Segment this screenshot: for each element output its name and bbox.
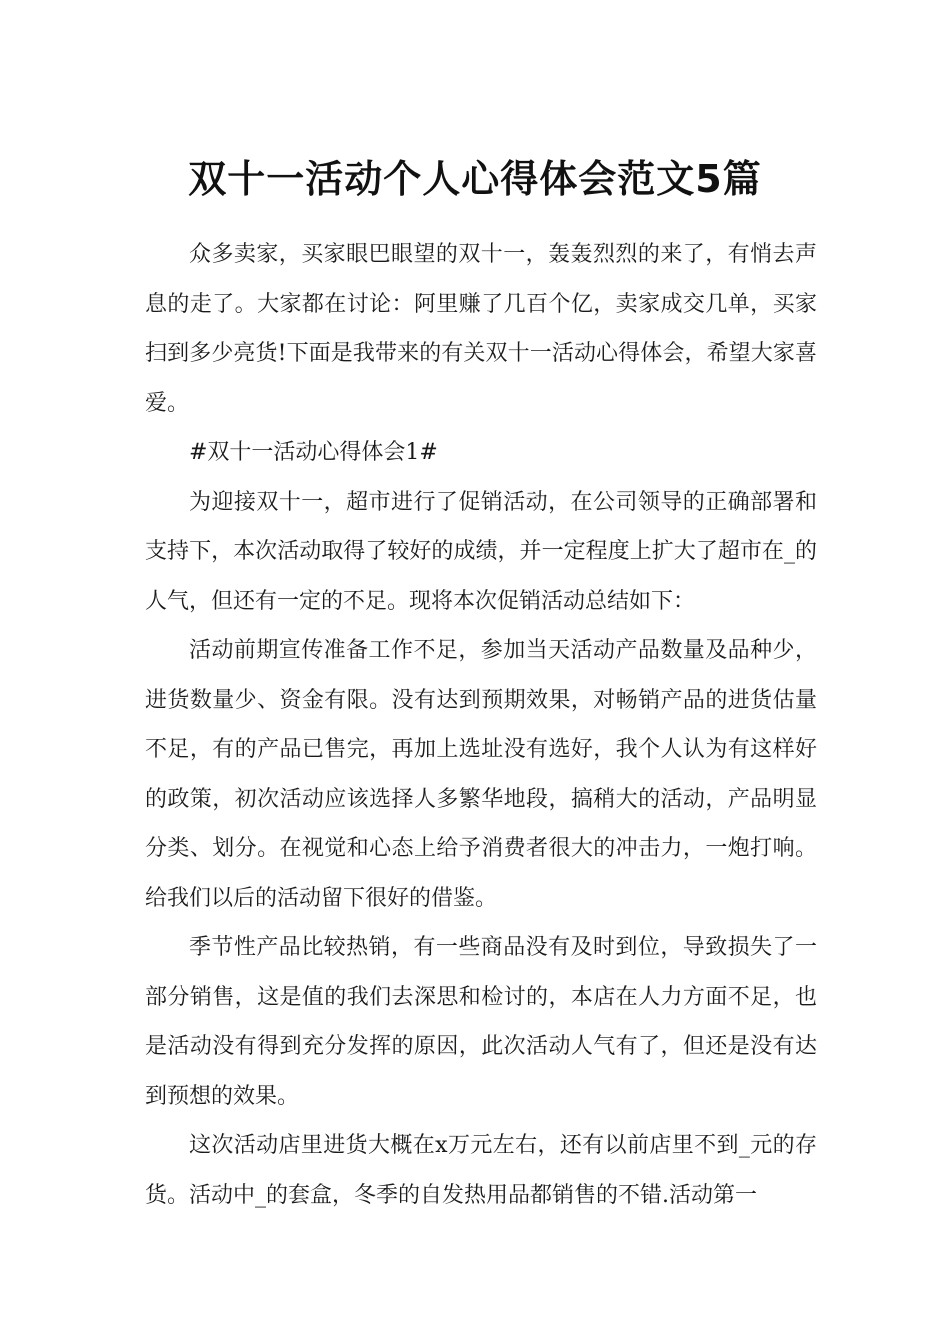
body-paragraph: 季节性产品比较热销，有一些商品没有及时到位，导致损失了一部分销售，这是值的我们去深思和检讨的，本店在人力方面不足，也是活动没有得到充分发挥的原因，此次活动人气有了，但还是没有达到预想的效果。 — [145, 935, 817, 1109]
section-heading: #双十一活动心得体会1# — [189, 440, 438, 465]
document-body — [145, 230, 817, 1220]
body-paragraph: 为迎接双十一，超市进行了促销活动，在公司领导的正确部署和支持下，本次活动取得了较好的成绩，并一定程度上扩大了超市在_的人气，但还有一定的不足。现将本次促销活动总结如下： — [145, 489, 817, 614]
intro-paragraph: 众多卖家，买家眼巴眼望的双十一，轰轰烈烈的来了，有悄去声息的走了。大家都在讨论：阿里赚了几百个亿，卖家成交几单，买家扫到多少亮货!下面是我带来的有关双十一活动心得体会，希望大家喜爱。 — [145, 242, 817, 416]
body-paragraph: 这次活动店里进货大概在x万元左右，还有以前店里不到_元的存货。活动中_的套盒，冬季的自发热用品都销售的不错.活动第一 — [145, 1133, 817, 1208]
body-paragraph: 活动前期宣传准备工作不足，参加当天活动产品数量及品种少，进货数量少、资金有限。没有达到预期效果，对畅销产品的进货估量不足，有的产品已售完，再加上选址没有选好，我个人认为有这样好的政策，初次活动应该选择人多繁华地段，搞稍大的活动，产品明显分类、划分。在视觉和心态上给予消费者很大的冲击力，一炮打响。给我们以后的活动留下很好的借鉴。 — [145, 638, 817, 911]
document-title: 双十一活动个人心得体会范文5篇 — [188, 157, 762, 202]
